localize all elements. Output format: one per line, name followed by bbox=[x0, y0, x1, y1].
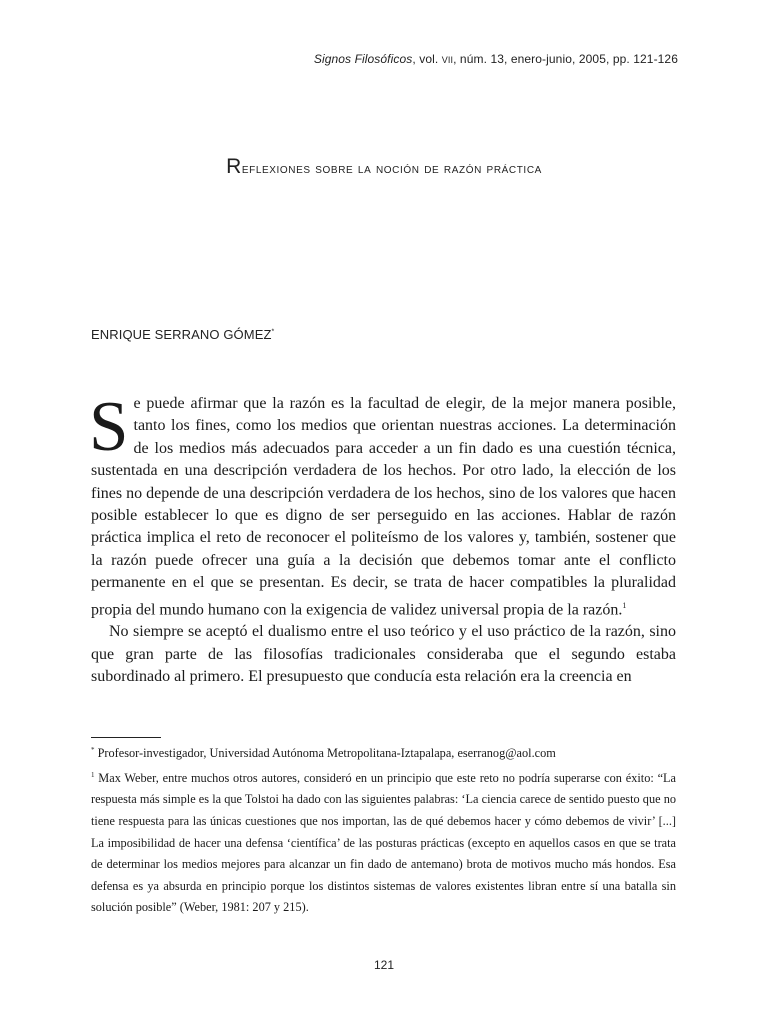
footnote-1-marker: 1 bbox=[91, 770, 95, 779]
page-number: 121 bbox=[373, 958, 395, 972]
article-title bbox=[0, 155, 768, 179]
author-name: ENRIQUE SERRANO GÓMEZ bbox=[91, 327, 272, 342]
footnote-author-marker: * bbox=[91, 746, 95, 754]
footnote-ref-1[interactable]: 1 bbox=[622, 600, 627, 610]
footnote-separator bbox=[91, 737, 161, 738]
footnote-1-text: Max Weber, entre muchos otros autores, consideró en un principio que este reto no podría superarse con éxito: “La respuesta más simple es la que Tolstoi ha dado con las siguientes palabras: ‘La ciencia carece de sentido puesto que no tiene respuesta para las únicas cuestiones que nos importan, las de qué debemos hacer y cómo debemos de vivir’ [...] La imposibilidad de hacer una defensa ‘científica’ de las posturas prácticas (excepto en aquellos casos en que se trata de determinar los medios mejores para alcanzar un fin dado de antemano) brota de motivos mucho más hondos. Esa defensa es ya absurda en principio porque los distintos sistemas de valores existentes libran entre sí una batalla sin solución posible” (Weber, 1981: 207 y 215). bbox=[91, 770, 676, 915]
footnote-author-text: Profesor-investigador, Universidad Autónoma Metropolitana-Iztapalapa, eserranog@aol.com bbox=[94, 746, 556, 761]
footnote-author bbox=[91, 740, 676, 765]
footnote-1 bbox=[91, 765, 676, 919]
paragraph-1 bbox=[89, 388, 676, 621]
journal-name: Signos Filosóficos bbox=[313, 52, 413, 66]
paragraph-2-text: No siempre se aceptó el dualismo entre el uso teórico y el uso práctico de la razón, sino que gran parte de las filosofías tradicionales consideraba que el segundo estaba subordinado al primero. El presupuesto que conducía esta relación era la creencia en bbox=[91, 623, 676, 686]
paragraph-1-text: e puede afirmar que la razón es la facultad de elegir, de la mejor manera posible, tanto los fines, como los medios que orientan nuestras acciones. La determinación de los medios más adecuados para acceder a un fin dado es una cuestión técnica, sustentada en una descripción verdadera de los hechos. Por otro lado, la elección de los fines no depende de una descripción verdadera de los hechos, sino de los valores que hacen posible establecer lo que es digno de ser perseguido en las acciones. Hablar de razón práctica implica el reto de reconocer el politeísmo de los valores y, también, sostener que la razón puede ofrecer una guía a la decisión que debemos tomar ante el conflicto permanente en el que se presentan. Es decir, se trata de hacer compatibles la pluralidad propia del mundo humano con la exigencia de validez universal propia de la razón. bbox=[91, 395, 676, 618]
drop-cap: S bbox=[89, 388, 129, 466]
volume-number: VII bbox=[441, 55, 454, 65]
author-footnote-marker: * bbox=[271, 328, 275, 336]
volume-prefix: , vol. bbox=[412, 52, 442, 66]
author-line bbox=[91, 327, 274, 342]
title-initial: R bbox=[226, 154, 242, 178]
issue-info: , núm. 13, enero-junio, 2005, pp. 121-126 bbox=[453, 52, 678, 66]
footnotes bbox=[91, 740, 676, 919]
article-body bbox=[89, 388, 676, 689]
running-header bbox=[314, 52, 678, 66]
paragraph-2 bbox=[91, 621, 676, 688]
title-rest: eflexiones sobre la noción de razón práctica bbox=[241, 160, 542, 177]
